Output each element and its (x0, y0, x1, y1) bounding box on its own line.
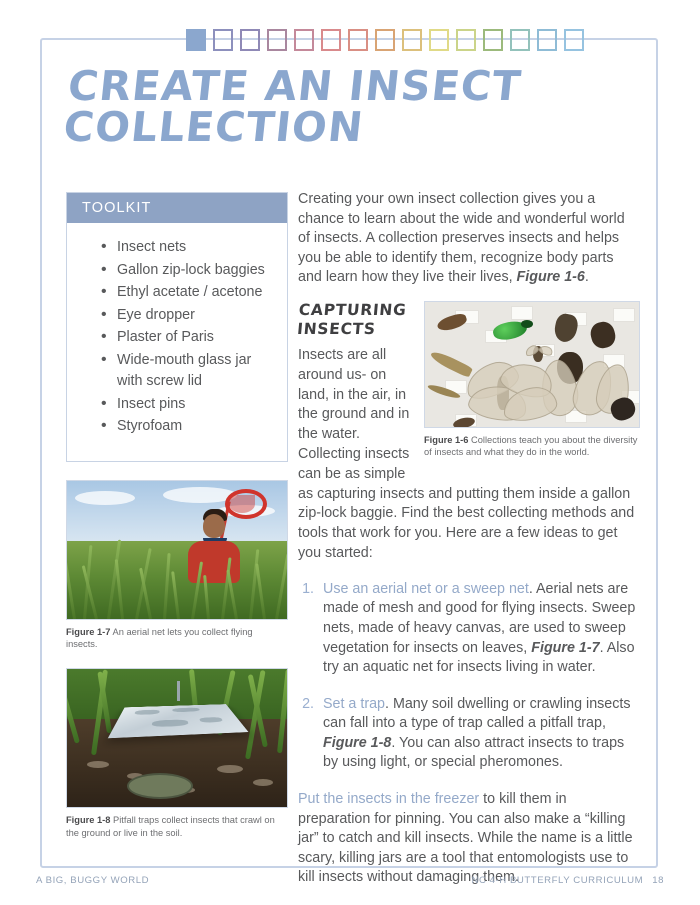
figure-1-8-block (66, 668, 288, 839)
swatch-15 (564, 29, 584, 51)
decorative-color-swatch-strip (186, 29, 584, 53)
figure-1-8-caption-text: Pitfall traps collect insects that crawl on the ground or live in the soil. (66, 815, 275, 838)
collecting-method-lead: Use an aerial net or a sweep net (323, 580, 529, 597)
toolkit-box (66, 192, 288, 462)
toolkit-item: • Insect pins (101, 394, 277, 416)
figure-1-6-caption (424, 434, 640, 459)
closing-lead: Put the insects in the freezer (298, 791, 480, 808)
page-title (61, 62, 591, 151)
figure-1-6-label: Figure 1-6 (424, 434, 469, 445)
page-title-line-2: COLLECTION (61, 103, 367, 151)
toolkit-header: TOOLKIT (67, 193, 287, 223)
capturing-insects-paragraph: Insects are all around us- on land, in the air, in the ground and in the water. Collecting insects can be as simple as capturing insects and putting them inside a gallon zip-lock baggie. Find the best collecting methods and tools that work for you. Here are a few ideas to get you started: (298, 346, 635, 561)
photo-boy-with-net (67, 481, 287, 619)
swatch-9 (402, 29, 422, 51)
section-subheading: CAPTURING INSECTS (296, 300, 408, 338)
footer-right (471, 875, 664, 886)
closing-body: to kill them in preparation for pinning. You can also make a “killing jar” to catch and kill insects. While the name is a little scary, killing jars are a tool that entomologists use to kill insects without damaging them. (298, 791, 633, 886)
intro-figure-reference: Figure 1-6 (516, 269, 585, 286)
toolkit-item-list (67, 223, 287, 461)
swatch-10 (429, 29, 449, 51)
collecting-method-lead: Set a trap (323, 695, 385, 712)
page-title-line-1: CREATE AN INSECT (65, 62, 524, 110)
footer-left-text: A BIG, BUGGY WORLD (36, 875, 150, 886)
collecting-methods-list (298, 580, 640, 773)
swatch-7 (348, 29, 368, 51)
figure-1-6-caption-text: Collections teach you about the diversity of insects and what they do in the world. (424, 434, 638, 458)
collecting-method-body-b: . You can also attract insects to traps by using light, or special pheromones. (323, 734, 625, 771)
toolkit-item: • Ethyl acetate / acetone (101, 282, 277, 304)
swatch-4 (267, 29, 287, 51)
left-column (66, 192, 288, 839)
swatch-14 (537, 29, 557, 51)
footer-page-number: 18 (652, 875, 664, 886)
toolkit-item: • Wide-mouth glass jar with screw lid (101, 350, 277, 393)
swatch-11 (456, 29, 476, 51)
closing-paragraph (298, 790, 640, 888)
figure-1-7-caption (66, 626, 281, 651)
figure-1-8-caption (66, 814, 281, 839)
collecting-method-item (318, 580, 640, 678)
intro-paragraph (298, 190, 640, 288)
collecting-method-body-b: . Also try an aquatic net for insects living in water. (323, 639, 635, 676)
figure-1-7-caption-text: An aerial net lets you collect flying insects. (66, 626, 253, 649)
collecting-method-body-a: . Aerial nets are made of mesh and good for flying insects. Sweep nets, made of heavy canvas, are used to sweep vegetation for insects on leaves, (323, 580, 636, 656)
collecting-method-figure-reference: Figure 1-7 (531, 639, 600, 656)
collecting-method-item (318, 695, 640, 773)
collecting-method-body-a: . Many soil dwelling or crawling insects can fall into a type of trap called a pitfall trap, (323, 695, 631, 732)
intro-text: Creating your own insect collection gives you a chance to learn about the wide and wonderful world of insects. A collection preserves insects and helps you be able to identify them, recognize body parts and learn how they live their lives, (298, 191, 625, 286)
figure-1-7-image (66, 480, 288, 620)
intro-period: . (584, 269, 589, 286)
swatch-8 (375, 29, 395, 51)
figure-1-8-image (66, 668, 288, 808)
figure-1-7-block (66, 480, 288, 651)
swatch-2 (213, 29, 233, 51)
figure-1-7-label: Figure 1-7 (66, 626, 111, 637)
swatch-13 (510, 29, 530, 51)
toolkit-item: • Insect nets (101, 237, 277, 259)
footer-curriculum-text: NC 4-H BUTTERFLY CURRICULUM (471, 875, 644, 886)
collecting-method-figure-reference: Figure 1-8 (323, 734, 392, 751)
swatch-3 (240, 29, 260, 51)
swatch-12 (483, 29, 503, 51)
swatch-6 (321, 29, 341, 51)
right-column (298, 190, 640, 902)
photo-pitfall-trap (67, 669, 287, 807)
swatch-5 (294, 29, 314, 51)
toolkit-item: • Styrofoam (101, 416, 277, 438)
toolkit-item: • Plaster of Paris (101, 327, 277, 349)
figure-1-8-label: Figure 1-8 (66, 815, 111, 826)
swatch-1 (186, 29, 206, 51)
toolkit-item: • Gallon zip-lock baggies (101, 260, 277, 282)
toolkit-item: • Eye dropper (101, 305, 277, 327)
